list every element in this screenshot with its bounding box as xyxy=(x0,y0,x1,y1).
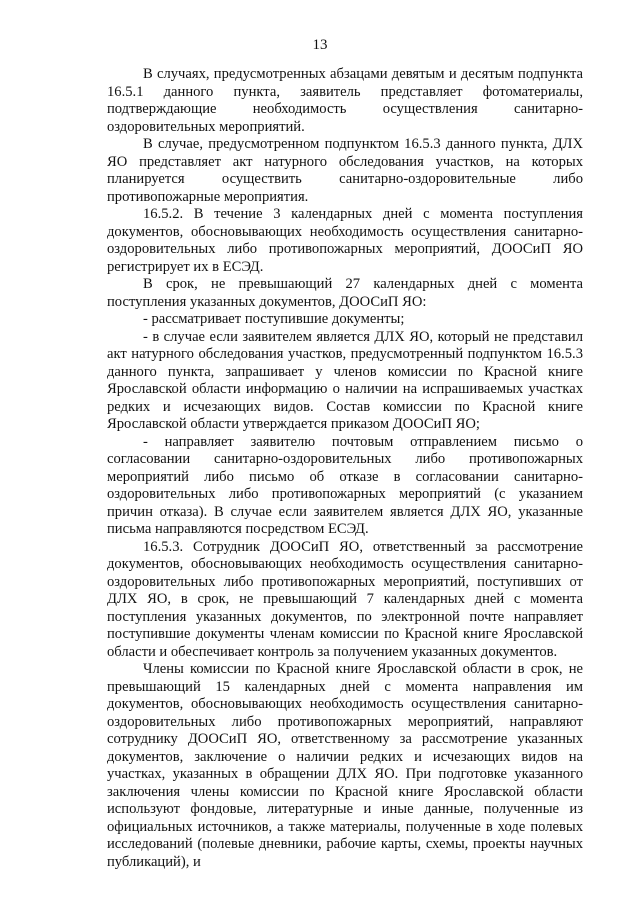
document-body xyxy=(107,66,583,871)
list-item-request-info: - в случае если заявителем является ДЛХ ЯО, который не представил акт натурного обследования участков, предусмотренный подпунктом 16.5.3 данного пункта, запрашивает у членов комиссии по Красной книге Ярославской области информацию о наличии на испрашиваемых участках редких и исчезающих видов. Состав комиссии по Красной книге Ярославской области утверждается приказом ДООСиП ЯО; xyxy=(107,328,583,432)
paragraph-16-5-2: 16.5.2. В течение 3 календарных дней с момента поступления документов, обосновывающих необходимость осуществления санитарно-оздоровительных либо противопожарных мероприятий, ДООСиП ЯО регистрирует их в ЕСЭД. xyxy=(107,206,583,275)
paragraph-inspection-act: В случае, предусмотренном подпунктом 16.5.3 данного пункта, ДЛХ ЯО представляет акт натурного обследования участков, на которых планируется осуществить санитарно-оздоровительные либо противопожарные мероприятия. xyxy=(107,136,583,205)
paragraph-27-days: В срок, не превышающий 27 календарных дней с момента поступления указанных документов, ДООСиП ЯО: xyxy=(107,276,583,310)
paragraph-photo-materials: В случаях, предусмотренных абзацами девятым и десятым подпункта 16.5.1 данного пункта, заявитель представляет фотоматериалы, подтверждающие необходимость осуществления санитарно-оздоровительных мероприятий. xyxy=(107,66,583,135)
list-item-send-letter: - направляет заявителю почтовым отправлением письмо о согласовании санитарно-оздоровительных либо противопожарных мероприятий либо письмо об отказе в согласовании санитарно-оздоровительных либо противопожарных мероприятий (с указанием причин отказа). В случае если заявителем является ДЛХ ЯО, указанные письма направляются посредством ЕСЭД. xyxy=(107,433,583,537)
paragraph-commission-members: Члены комиссии по Красной книге Ярославской области в срок, не превышающий 15 календарных дней с момента направления им документов, обосновывающих необходимость осуществления санитарно-оздоровительных либо противопожарных мероприятий, направляют сотруднику ДООСиП ЯО, ответственному за рассмотрение указанных документов, заключение о наличии редких и исчезающих видов на участках, указанных в обращении ДЛХ ЯО. При подготовке указанного заключения члены комиссии по Красной книге Ярославской области используют фондовые, литературные и иные данные, полученные из официальных источников, а также материалы, полученные в ходе полевых исследований (полевые дневники, рабочие карты, схемы, проекты научных публикаций), и xyxy=(107,661,583,870)
paragraph-16-5-3: 16.5.3. Сотрудник ДООСиП ЯО, ответственный за рассмотрение документов, обосновывающих необходимость осуществления санитарно-оздоровительных либо противопожарных мероприятий, поступивших от ДЛХ ЯО, в срок, не превышающий 7 календарных дней с момента поступления указанных документов, по электронной почте направляет поступившие документы членам комиссии по Красной книге Ярославской области и обеспечивает контроль за получением указанных документов. xyxy=(107,538,583,660)
list-item-review: - рассматривает поступившие документы; xyxy=(143,311,405,327)
page-number: 13 xyxy=(312,37,328,53)
